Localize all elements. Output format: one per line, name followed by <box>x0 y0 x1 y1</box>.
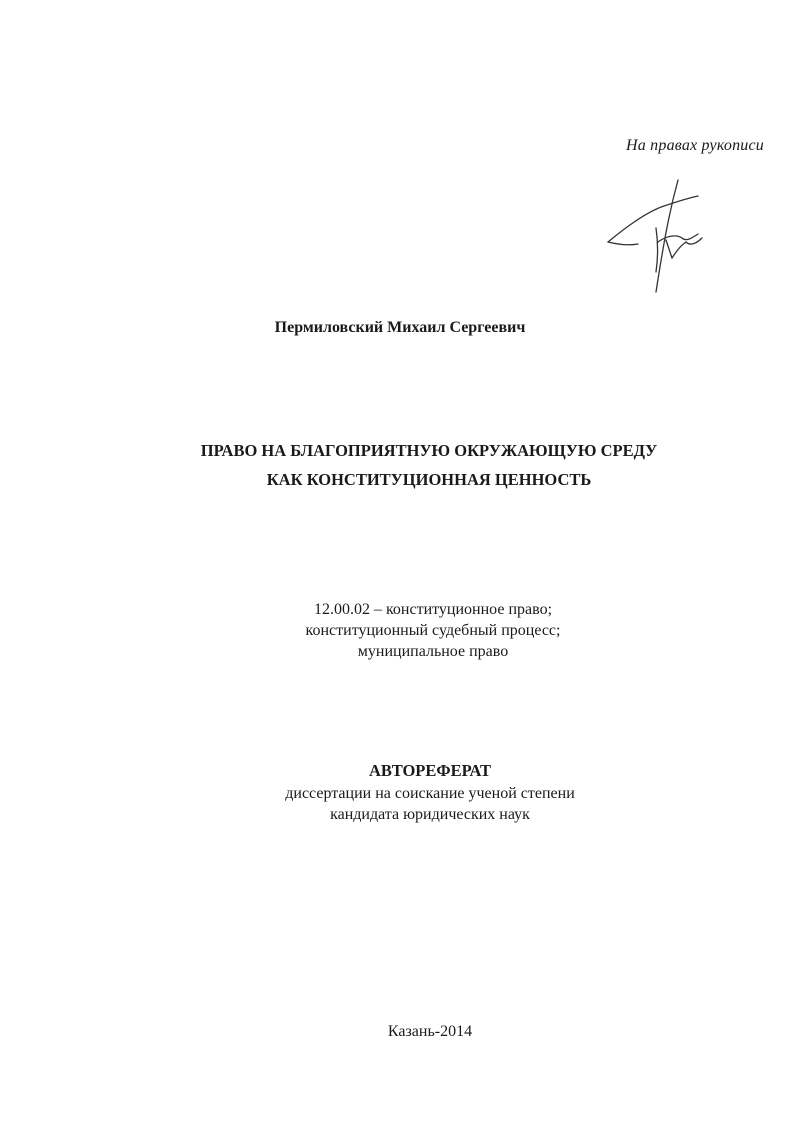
dissertation-title <box>0 436 800 494</box>
specialty-line: муниципальное право <box>357 643 509 660</box>
specialty-block <box>0 599 800 662</box>
place-year: Казань-2014 <box>387 1023 473 1040</box>
abstract-line: диссертации на соискание ученой степени <box>285 785 575 802</box>
abstract-line: кандидата юридических наук <box>330 806 530 823</box>
abstract-description <box>0 783 800 825</box>
manuscript-rights-note: На правах рукописи <box>626 137 764 154</box>
specialty-line: конституционный судебный процесс; <box>305 622 561 639</box>
author-name: Пермиловский Михаил Сергеевич <box>274 319 526 336</box>
title-line: ПРАВО НА БЛАГОПРИЯТНУЮ ОКРУЖАЮЩУЮ СРЕДУ <box>200 441 658 460</box>
specialty-line: 12.00.02 – конституционное право; <box>313 601 553 618</box>
abstract-heading: АВТОРЕФЕРАТ <box>368 761 492 780</box>
signature-icon <box>606 172 710 300</box>
title-line: КАК КОНСТИТУЦИОННАЯ ЦЕННОСТЬ <box>266 470 592 489</box>
